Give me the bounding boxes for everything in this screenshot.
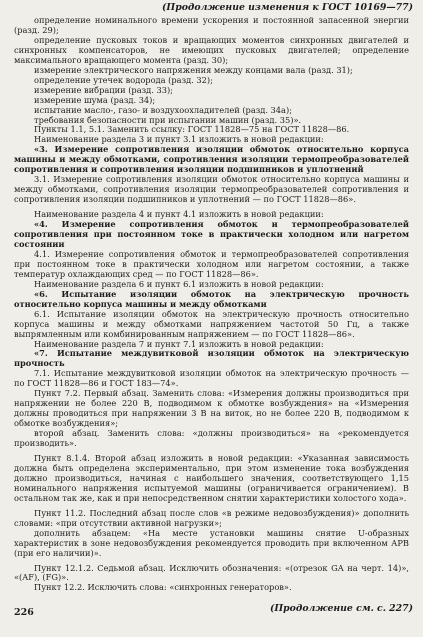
section-heading (14, 145, 409, 175)
paragraph: Наименование раздела 3 и пункт 3.1 изложить в новой редакции: (34, 134, 324, 145)
paragraph: Пункт 12.2. Исключить слова: «синхронных генераторов». (34, 582, 292, 593)
paragraph: Пункт 12.1.2. Седьмой абзац. Исключить обозначения: «(отрезок GA на черт. 14)», «(AF), (FG)». (14, 562, 409, 583)
paragraph: требования безопасности при испытании машин (разд. 35)». (34, 114, 302, 125)
paragraph: Наименование раздела 6 и пункт 6.1 изложить в новой редакции: (34, 278, 324, 289)
paragraph: Наименование раздела 4 и пункт 4.1 изложить в новой редакции: (34, 209, 324, 220)
paragraph: второй абзац. Заменить слова: «должны производиться» на «рекомендуется производить». (14, 428, 409, 449)
paragraph: определение пусковых токов и вращающих моментов синхронных двигателей и синхронных компенсаторов, не имеющих пусковых двигателей; определение максимального вращающего момента (разд. 30); (14, 34, 409, 65)
section-heading-text: «6. Испытание изоляции обмоток на электрическую прочность относительно корпуса машины и между обмотками (14, 288, 409, 309)
paragraph: Пункт 7.2. Первый абзац. Заменить слова: «Измерения должны производиться при напряжении не более 220 В, подводимом к обмотке возбуждения» на «Измерения должны проводиться при напряжении 3 В на виток, но не более 220 В, подводимом к обмотке возбуждения»; (14, 388, 409, 429)
paragraph: Пункт 11.2. Последний абзац после слов «в режиме недовозбуждения)» дополнить словами: «при отсутствии активной нагрузки»; (14, 507, 409, 528)
paragraph: испытание масло-, газо- и воздухоохладителей (разд. 34а); (34, 104, 292, 115)
paragraph: определение номинального времени ускорения и постоянной запасенной энергии (разд. 29); (14, 15, 409, 35)
section-heading-text: «3. Измерение сопротивления изоляции обмоток относительно корпуса машины и между обмотками, сопротивления изоляции термопреобразователей сопротивления и сопротивления изоляции подшипников и уплотнений (14, 144, 409, 175)
paragraph: Пункты 1.1, 5.1. Заменить ссылку: ГОСТ 11828—75 на ГОСТ 11828—86. (34, 124, 350, 135)
page-number: 226 (14, 607, 34, 618)
document-body (14, 16, 409, 593)
section-heading-text: «4. Измерение сопротивления обмоток и термопреобразователей сопротивления при постоянном токе в практически холодном или нагретом состоянии (14, 219, 409, 249)
section-heading-text: «7. Испытание междувитковой изоляции обмоток на электрическую прочность (14, 348, 409, 369)
section-heading (14, 349, 409, 369)
paragraph: Пункт 8.1.4. Второй абзац изложить в новой редакции: «Указанная зависимость должна быть определена экспериментально, при этом изменение тока возбуждения должно производиться, начиная с наибольшего значения, соответствующего 1,15 номинального напряжения испытуемой машины (ограничивается ограничением). В остальном так же, как и при непосредственном снятии характеристики холостого хода». (14, 452, 409, 503)
section-heading (14, 220, 409, 250)
paragraph: определение утечек водорода (разд. 32); (34, 74, 213, 85)
paragraph: измерение вибрации (разд. 33); (34, 84, 173, 95)
paragraph: измерение электрического напряжения между концами вала (разд. 31); (34, 64, 353, 75)
paragraph: Наименование раздела 7 и пункт 7.1 изложить в новой редакции: (34, 338, 324, 349)
running-header: (Продолжение изменения к ГОСТ 10169—77) (162, 2, 413, 13)
paragraph: 3.1. Измерение сопротивления изоляции обмоток относительно корпуса машины и между обмотками, сопротивления изоляции термопреобразователей сопротивления и сопротивления изоляции подшипников и уплотнений — по ГОСТ 11828—86». (14, 174, 409, 205)
paragraph: дополнить абзацем: «На месте установки машины снятие U-образных характеристик в зоне недовозбуждения рекомендуется проводить при включенном АРВ (при его наличии)». (14, 527, 409, 558)
paragraph: 7.1. Испытание междувитковой изоляции обмоток на электрическую прочность — по ГОСТ 11828—86 и ГОСТ 183—74». (14, 368, 409, 389)
continuation-note: (Продолжение см. с. 227) (269, 603, 413, 614)
paragraph: 6.1. Испытание изоляции обмоток на электрическую прочность относительно корпуса машины и между обмотками напряжением частотой 50 Гц, а также выпрямленным или комбинированным напряжением — по ГОСТ 11828—86». (14, 308, 409, 339)
paragraph: 4.1. Измерение сопротивления обмоток и термопреобразователей сопротивления при постоянном токе в практически холодном или нагретом состоянии, а также температур охлаждающих сред — по ГОСТ 11828—86». (14, 248, 409, 279)
section-heading (14, 290, 409, 310)
paragraph: измерение шума (разд. 34); (34, 94, 156, 105)
